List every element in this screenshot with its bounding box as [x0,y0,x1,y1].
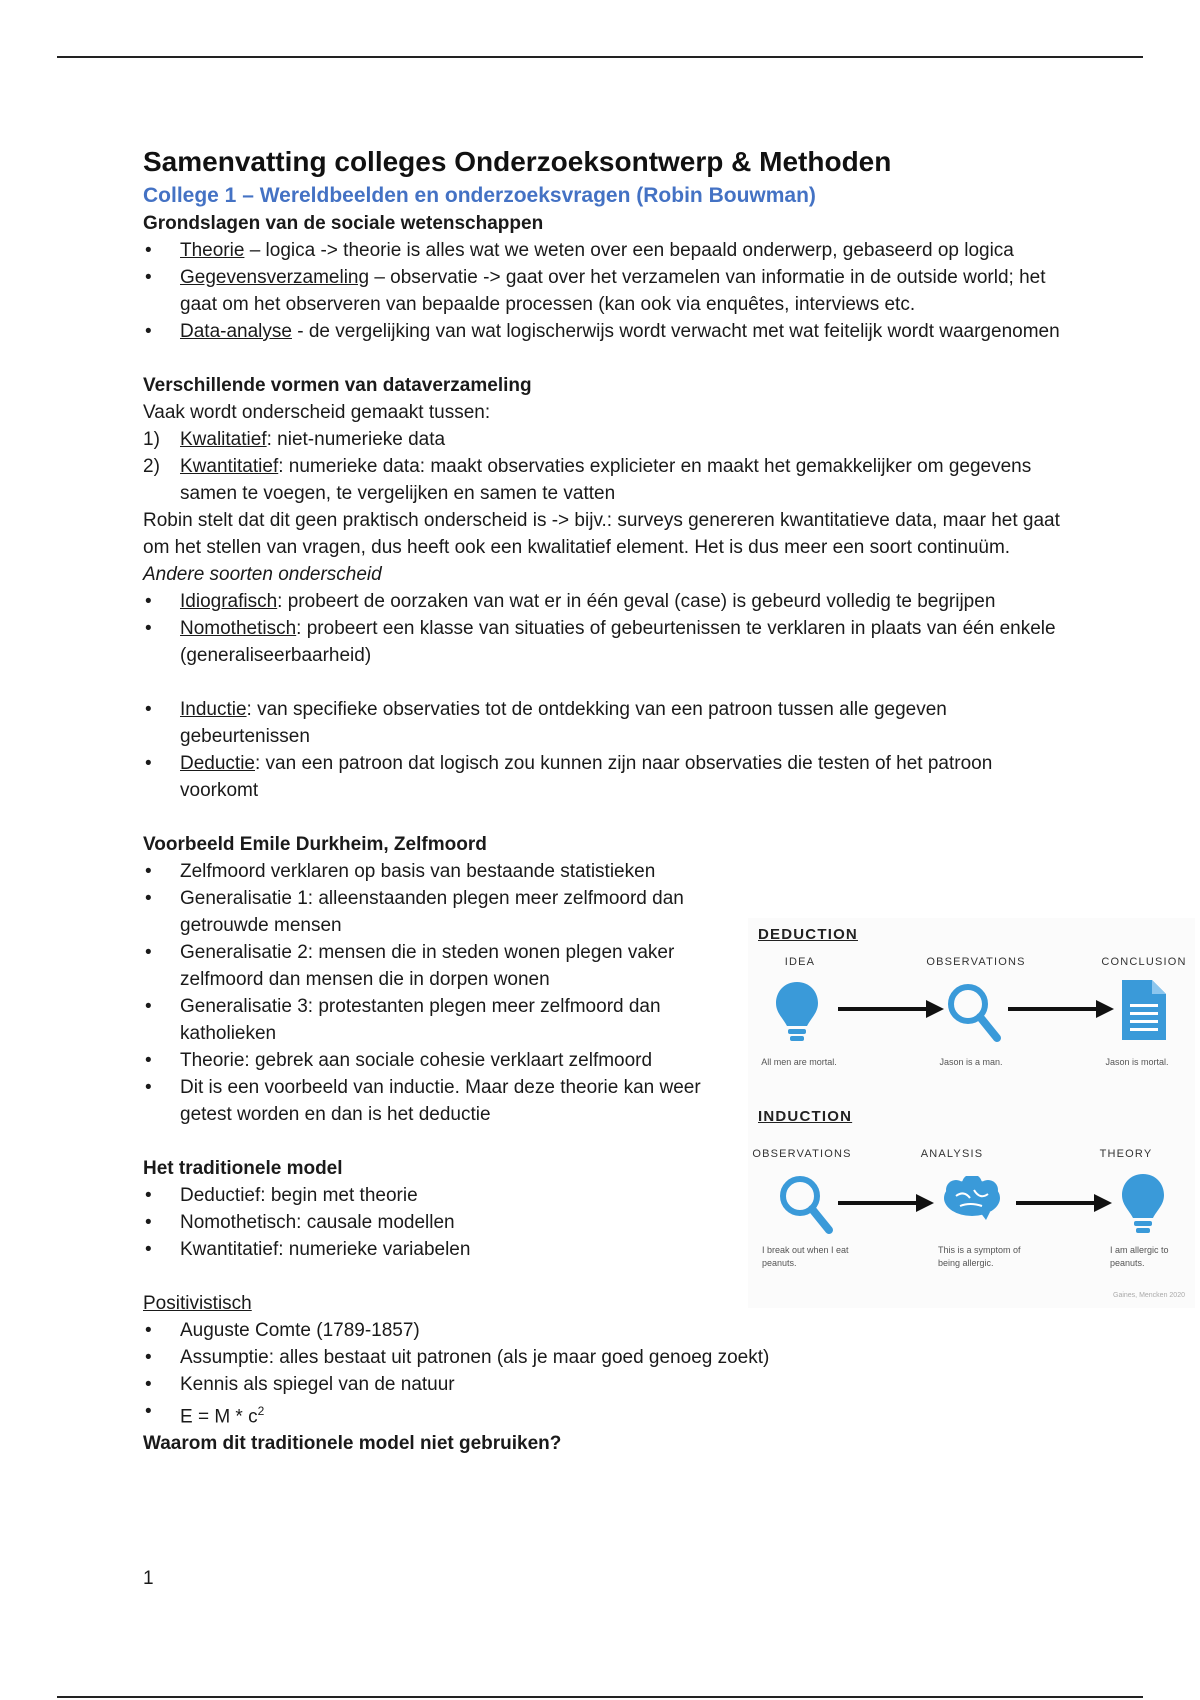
list-item: • Kennis als spiegel van de natuur [143,1371,1063,1398]
bullet-list [143,237,1063,345]
lecture-heading: College 1 – Wereldbeelden en onderzoeksvragen (Robin Bouwman) [143,184,816,207]
header-rule [57,56,1143,58]
deduction-label-conclusion: CONCLUSION [1101,956,1187,968]
page-number: 1 [143,1568,154,1589]
list-item: • Generalisatie 2: mensen die in steden wonen plegen vaker zelfmoord dan mensen die in dorpen wonen [143,939,743,993]
paragraph: Robin stelt dat dit geen praktisch onderscheid is -> bijv.: surveys genereren kwantitatieve data, maar het gaat om het stellen van vragen, dus heeft ook een kwalitatief element. Het is dus meer een soort continuüm. [143,510,1060,558]
deduction-caption-conclusion: Jason is mortal. [1105,1057,1169,1067]
formula-item: • $E = M * c^2$ [143,1398,1063,1430]
list-item: • Nomothetisch: probeert een klasse van situaties of gebeurtenissen te verklaren in plaats van één enkele (generaliseerbaarheid) [143,615,1063,669]
section-heading: Verschillende vormen van dataverzameling [143,375,532,396]
list-item: • Idiografisch: probeert de oorzaken van wat er in één geval (case) is gebeurd volledig te begrijpen [143,588,1063,615]
section-heading: Grondslagen van de sociale wetenschappen [143,213,544,234]
numbered-list [143,426,1063,507]
paragraph: Vaak wordt onderscheid gemaakt tussen: [143,402,491,423]
list-item: 1) Kwalitatief: niet-numerieke data [143,429,446,450]
induction-label-analysis: ANALYSIS [920,1148,984,1160]
document-icon [1120,978,1168,1042]
list-item: • Auguste Comte (1789-1857) [143,1317,1063,1344]
arrow-right-icon [836,998,946,1020]
closing-question: Waarom dit traditionele model niet gebruiken? [143,1433,562,1455]
arrow-right-icon [1014,1192,1114,1214]
list-item: • Theorie: gebrek aan sociale cohesie verklaart zelfmoord [143,1047,743,1074]
italic-subheading: Andere soorten onderscheid [143,564,382,585]
list-item: • Deductie: van een patroon dat logisch zou kunnen zijn naar observaties die testen of het patroon voorkomt [143,750,1063,804]
bullet-list [143,858,743,1128]
list-item: • Gegevensverzameling – observatie -> gaat over het verzamelen van informatie in de outside world; het gaat om het observeren van bepaalde processen (kan ook via enquêtes, interviews etc. [143,264,1063,318]
list-item: 2) Kwantitatief: numerieke data: maakt observaties explicieter en maakt het gemakkelijker om gegevens samen te voegen, te vergelijken en samen te vatten [143,456,1032,504]
deduction-caption-observations: Jason is a man. [939,1057,1003,1067]
list-item: • Dit is een voorbeeld van inductie. Maar deze theorie kan weer getest worden en dan is het deductie [143,1074,743,1128]
deduction-label-observations: OBSERVATIONS [926,956,1026,968]
induction-label-observations: OBSERVATIONS [752,1148,852,1160]
section-heading: Positivistisch [143,1293,252,1314]
induction-caption-observations: I break out when I eat peanuts. [762,1245,849,1268]
footer-rule [57,1696,1143,1698]
lightbulb-icon [774,980,820,1046]
bullet-list [143,1317,1063,1430]
induction-label-theory: THEORY [1099,1148,1153,1160]
list-item: • Data-analyse - de vergelijking van wat logischerwijs wordt verwacht met wat feitelijk wordt waargenomen [143,318,1063,345]
list-item: • Deductief: begin met theorie [143,1182,743,1209]
list-item: • Theorie – logica -> theorie is alles wat we weten over een bepaald onderwerp, gebaseerd op logica [143,237,1063,264]
deduction-title: DEDUCTION [758,926,858,943]
list-item: • Inductie: van specifieke observaties tot de ontdekking van een patroon tussen alle gegeven gebeurtenissen [143,696,1063,750]
list-item: • Generalisatie 3: protestanten plegen meer zelfmoord dan katholieken [143,993,743,1047]
list-item: • Kwantitatief: numerieke variabelen [143,1236,743,1263]
arrow-right-icon [1006,998,1116,1020]
deduction-induction-figure [748,918,1195,1308]
section-heading: Voorbeeld Emile Durkheim, Zelfmoord [143,834,487,855]
deduction-label-idea: IDEA [784,956,816,968]
induction-caption-theory: I am allergic to peanuts. [1110,1245,1169,1268]
list-item: • Nomothetisch: causale modellen [143,1209,743,1236]
section-heading: Het traditionele model [143,1158,343,1179]
list-item: • Generalisatie 1: alleenstaanden plegen meer zelfmoord dan getrouwde mensen [143,885,743,939]
figure-credit: Gaines, Mencken 2020 [1113,1292,1185,1299]
induction-caption-analysis: This is a symptom of being allergic. [938,1245,1021,1268]
arrow-right-icon [836,1192,936,1214]
bullet-list [143,588,1063,669]
deduction-caption-idea: All men are mortal. [761,1057,837,1067]
magnifier-icon [778,1174,834,1236]
durkheim-section [143,831,743,1263]
lightbulb-icon [1120,1172,1166,1238]
bullet-list [143,696,1063,804]
list-item: • Assumptie: alles bestaat uit patronen (als je maar goed genoeg zoekt) [143,1344,1063,1371]
document-title: Samenvatting colleges Onderzoeksontwerp & Methoden [143,146,892,177]
induction-title: INDUCTION [758,1108,853,1125]
list-item: • Zelfmoord verklaren op basis van bestaande statistieken [143,858,743,885]
brain-icon [942,1176,1002,1222]
magnifier-icon [946,982,1002,1044]
bullet-list [143,1182,743,1263]
